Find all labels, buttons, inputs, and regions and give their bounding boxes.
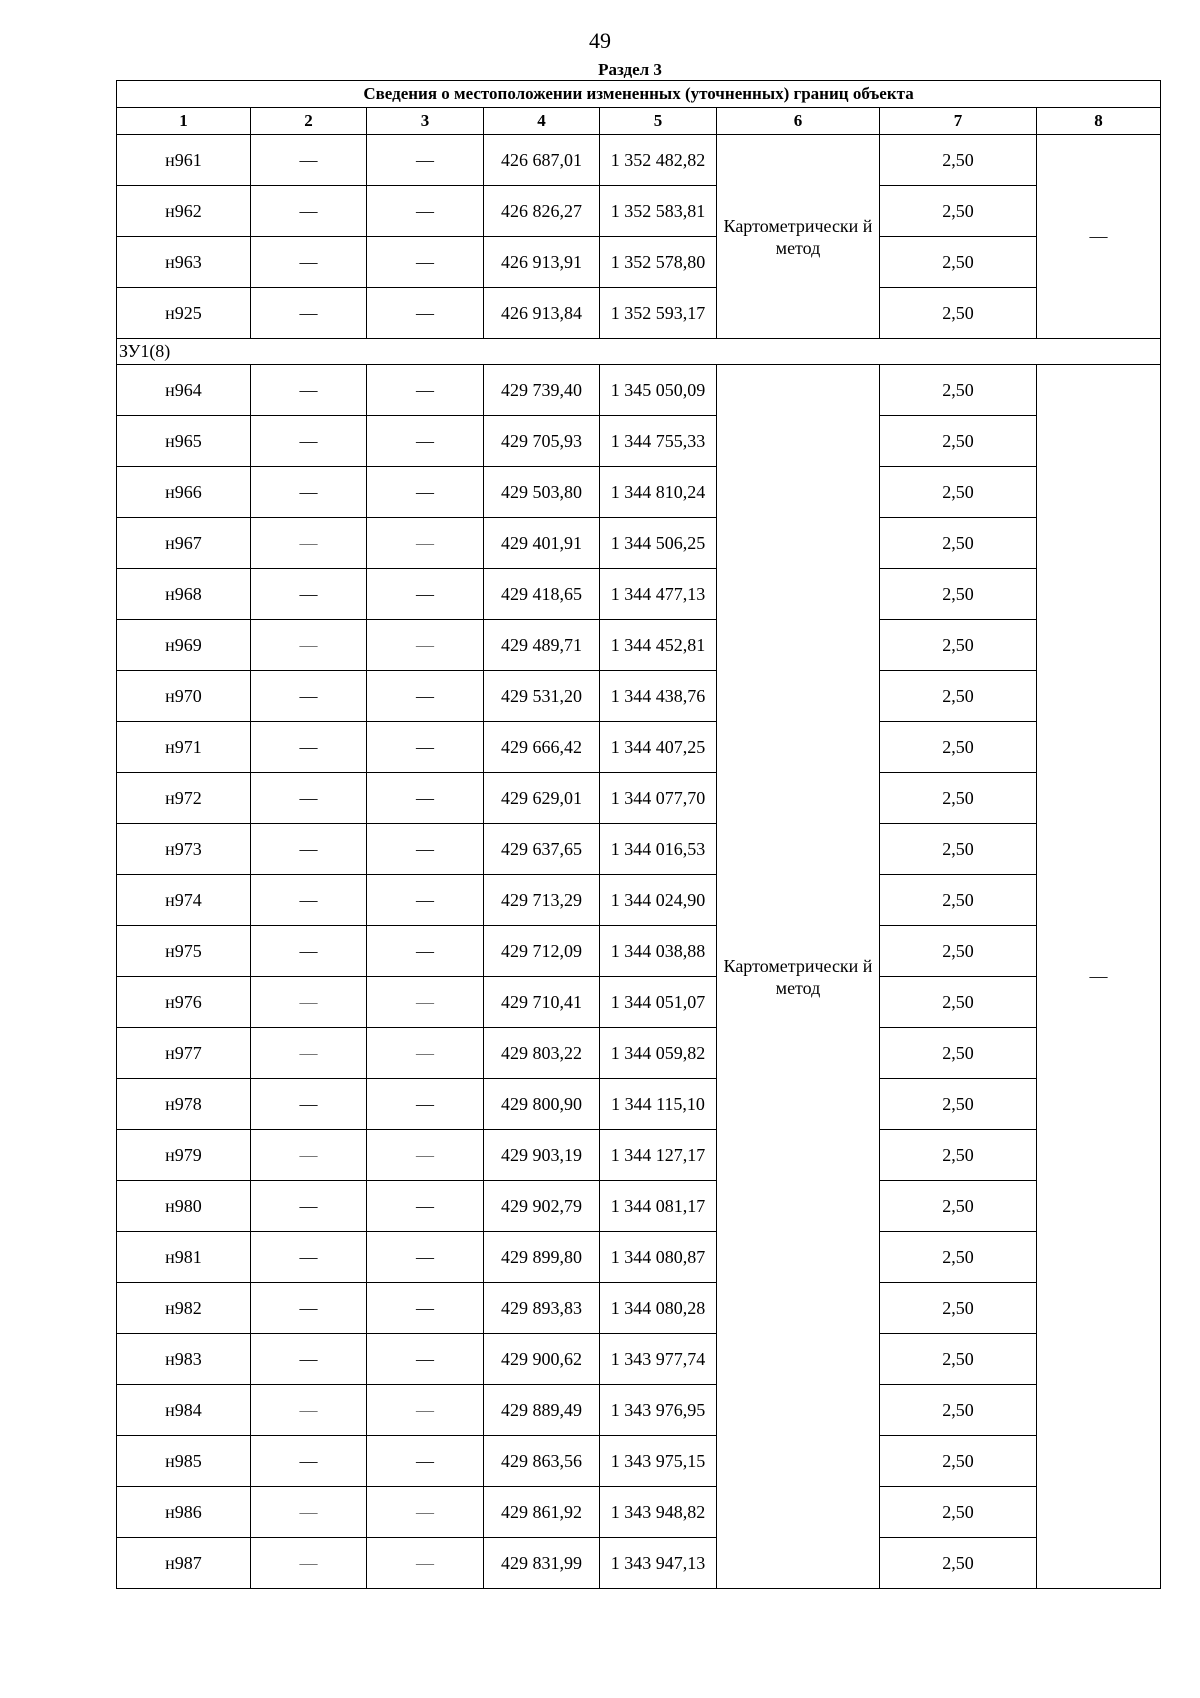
y-coordinate-cell: 1 344 080,87 (600, 1232, 717, 1283)
column-number: 1 (117, 108, 251, 135)
point-id-cell: н977 (117, 1028, 251, 1079)
point-id-cell: н964 (117, 365, 251, 416)
table-caption: Сведения о местоположении измененных (уточненных) границ объекта (117, 81, 1161, 108)
table-row (117, 518, 1161, 569)
table-row (117, 671, 1161, 722)
table-row (117, 1487, 1161, 1538)
y-coordinate-cell: 1 344 038,88 (600, 926, 717, 977)
col3-cell: — (367, 773, 484, 824)
point-id-cell: н963 (117, 237, 251, 288)
col3-cell: — (367, 1385, 484, 1436)
point-id-cell: н974 (117, 875, 251, 926)
column-number: 6 (717, 108, 880, 135)
table-row (117, 1130, 1161, 1181)
table-row (117, 1436, 1161, 1487)
col3-cell: — (367, 1232, 484, 1283)
point-id-cell: н978 (117, 1079, 251, 1130)
x-coordinate-cell: 426 826,27 (484, 186, 600, 237)
x-coordinate-cell: 429 889,49 (484, 1385, 600, 1436)
col2-cell: — (251, 186, 367, 237)
col2-cell: — (251, 1232, 367, 1283)
point-id-cell: н985 (117, 1436, 251, 1487)
col3-cell: — (367, 926, 484, 977)
col3-cell: — (367, 186, 484, 237)
accuracy-cell: 2,50 (880, 365, 1037, 416)
column-number: 8 (1037, 108, 1161, 135)
col2-cell: — (251, 875, 367, 926)
point-id-cell: н984 (117, 1385, 251, 1436)
table-row (117, 926, 1161, 977)
col2-cell: — (251, 1334, 367, 1385)
x-coordinate-cell: 429 629,01 (484, 773, 600, 824)
y-coordinate-cell: 1 343 948,82 (600, 1487, 717, 1538)
col2-cell: — (251, 926, 367, 977)
table-row (117, 824, 1161, 875)
accuracy-cell: 2,50 (880, 926, 1037, 977)
x-coordinate-cell: 429 712,09 (484, 926, 600, 977)
y-coordinate-cell: 1 344 077,70 (600, 773, 717, 824)
x-coordinate-cell: 426 687,01 (484, 135, 600, 186)
col2-cell: — (251, 1028, 367, 1079)
point-id-cell: н981 (117, 1232, 251, 1283)
point-id-cell: н971 (117, 722, 251, 773)
col2-cell: — (251, 569, 367, 620)
table-row (117, 135, 1161, 186)
col3-cell: — (367, 518, 484, 569)
y-coordinate-cell: 1 344 755,33 (600, 416, 717, 467)
col2-cell: — (251, 518, 367, 569)
col3-cell: — (367, 1130, 484, 1181)
col3-cell: — (367, 1283, 484, 1334)
point-id-cell: н987 (117, 1538, 251, 1589)
y-coordinate-cell: 1 344 506,25 (600, 518, 717, 569)
col3-cell: — (367, 416, 484, 467)
x-coordinate-cell: 429 637,65 (484, 824, 600, 875)
col3-cell: — (367, 1028, 484, 1079)
col3-cell: — (367, 1079, 484, 1130)
col2-cell: — (251, 365, 367, 416)
col2-cell: — (251, 237, 367, 288)
col3-cell: — (367, 977, 484, 1028)
accuracy-cell: 2,50 (880, 186, 1037, 237)
col3-cell: — (367, 365, 484, 416)
col2-cell: — (251, 288, 367, 339)
col2-cell: — (251, 1130, 367, 1181)
y-coordinate-cell: 1 343 976,95 (600, 1385, 717, 1436)
col2-cell: — (251, 671, 367, 722)
table-row (117, 1181, 1161, 1232)
col3-cell: — (367, 824, 484, 875)
x-coordinate-cell: 429 713,29 (484, 875, 600, 926)
x-coordinate-cell: 429 710,41 (484, 977, 600, 1028)
col3-cell: — (367, 288, 484, 339)
page-number: 49 (589, 28, 611, 53)
point-id-cell: н980 (117, 1181, 251, 1232)
column-number: 3 (367, 108, 484, 135)
accuracy-cell: 2,50 (880, 288, 1037, 339)
col2-cell: — (251, 467, 367, 518)
y-coordinate-cell: 1 344 452,81 (600, 620, 717, 671)
table-row (117, 773, 1161, 824)
accuracy-cell: 2,50 (880, 1181, 1037, 1232)
y-coordinate-cell: 1 352 593,17 (600, 288, 717, 339)
y-coordinate-cell: 1 344 115,10 (600, 1079, 717, 1130)
point-id-cell: н973 (117, 824, 251, 875)
x-coordinate-cell: 429 489,71 (484, 620, 600, 671)
point-id-cell: н979 (117, 1130, 251, 1181)
x-coordinate-cell: 429 893,83 (484, 1283, 600, 1334)
point-id-cell: н970 (117, 671, 251, 722)
accuracy-cell: 2,50 (880, 1436, 1037, 1487)
boundary-table (116, 80, 1161, 1589)
col2-cell: — (251, 1436, 367, 1487)
accuracy-cell: 2,50 (880, 1028, 1037, 1079)
x-coordinate-cell: 429 418,65 (484, 569, 600, 620)
method-cell: Картометрически й метод (717, 135, 880, 339)
x-coordinate-cell: 429 800,90 (484, 1079, 600, 1130)
y-coordinate-cell: 1 344 081,17 (600, 1181, 717, 1232)
point-id-cell: н961 (117, 135, 251, 186)
x-coordinate-cell: 429 531,20 (484, 671, 600, 722)
col2-cell: — (251, 1487, 367, 1538)
y-coordinate-cell: 1 344 477,13 (600, 569, 717, 620)
table-row (117, 1232, 1161, 1283)
point-id-cell: н972 (117, 773, 251, 824)
accuracy-cell: 2,50 (880, 467, 1037, 518)
point-id-cell: н975 (117, 926, 251, 977)
point-id-cell: н962 (117, 186, 251, 237)
accuracy-cell: 2,50 (880, 722, 1037, 773)
accuracy-cell: 2,50 (880, 977, 1037, 1028)
x-coordinate-cell: 429 803,22 (484, 1028, 600, 1079)
table-row (117, 288, 1161, 339)
x-coordinate-cell: 429 739,40 (484, 365, 600, 416)
table-row (117, 237, 1161, 288)
col2-cell: — (251, 1283, 367, 1334)
col2-cell: — (251, 1385, 367, 1436)
accuracy-cell: 2,50 (880, 773, 1037, 824)
y-coordinate-cell: 1 343 947,13 (600, 1538, 717, 1589)
col3-cell: — (367, 569, 484, 620)
accuracy-cell: 2,50 (880, 1079, 1037, 1130)
table-row (117, 977, 1161, 1028)
method-cell: Картометрически й метод (717, 365, 880, 1589)
x-coordinate-cell: 426 913,91 (484, 237, 600, 288)
table-row (117, 569, 1161, 620)
x-coordinate-cell: 429 503,80 (484, 467, 600, 518)
y-coordinate-cell: 1 343 977,74 (600, 1334, 717, 1385)
col8-cell: — (1037, 365, 1161, 1589)
x-coordinate-cell: 429 401,91 (484, 518, 600, 569)
x-coordinate-cell: 426 913,84 (484, 288, 600, 339)
y-coordinate-cell: 1 344 024,90 (600, 875, 717, 926)
y-coordinate-cell: 1 343 975,15 (600, 1436, 717, 1487)
y-coordinate-cell: 1 344 080,28 (600, 1283, 717, 1334)
col3-cell: — (367, 467, 484, 518)
x-coordinate-cell: 429 861,92 (484, 1487, 600, 1538)
y-coordinate-cell: 1 344 051,07 (600, 977, 717, 1028)
table-row (117, 620, 1161, 671)
point-id-cell: н925 (117, 288, 251, 339)
col3-cell: — (367, 1436, 484, 1487)
y-coordinate-cell: 1 344 059,82 (600, 1028, 717, 1079)
group-label: ЗУ1(8) (117, 339, 1161, 365)
y-coordinate-cell: 1 352 583,81 (600, 186, 717, 237)
y-coordinate-cell: 1 345 050,09 (600, 365, 717, 416)
table-row (117, 467, 1161, 518)
point-id-cell: н968 (117, 569, 251, 620)
x-coordinate-cell: 429 863,56 (484, 1436, 600, 1487)
column-number: 4 (484, 108, 600, 135)
col2-cell: — (251, 824, 367, 875)
y-coordinate-cell: 1 344 127,17 (600, 1130, 717, 1181)
x-coordinate-cell: 429 899,80 (484, 1232, 600, 1283)
col3-cell: — (367, 1181, 484, 1232)
col3-cell: — (367, 875, 484, 926)
x-coordinate-cell: 429 831,99 (484, 1538, 600, 1589)
col2-cell: — (251, 722, 367, 773)
column-number: 5 (600, 108, 717, 135)
col2-cell: — (251, 773, 367, 824)
table-row (117, 1028, 1161, 1079)
accuracy-cell: 2,50 (880, 518, 1037, 569)
col2-cell: — (251, 1079, 367, 1130)
point-id-cell: н965 (117, 416, 251, 467)
x-coordinate-cell: 429 705,93 (484, 416, 600, 467)
accuracy-cell: 2,50 (880, 1487, 1037, 1538)
table-row (117, 875, 1161, 926)
column-number: 7 (880, 108, 1037, 135)
accuracy-cell: 2,50 (880, 875, 1037, 926)
col3-cell: — (367, 237, 484, 288)
col3-cell: — (367, 1487, 484, 1538)
col2-cell: — (251, 620, 367, 671)
point-id-cell: н967 (117, 518, 251, 569)
col2-cell: — (251, 1538, 367, 1589)
accuracy-cell: 2,50 (880, 1130, 1037, 1181)
col3-cell: — (367, 1334, 484, 1385)
y-coordinate-cell: 1 344 438,76 (600, 671, 717, 722)
col2-cell: — (251, 416, 367, 467)
table-row (117, 1334, 1161, 1385)
y-coordinate-cell: 1 352 578,80 (600, 237, 717, 288)
col3-cell: — (367, 722, 484, 773)
accuracy-cell: 2,50 (880, 135, 1037, 186)
accuracy-cell: 2,50 (880, 1334, 1037, 1385)
accuracy-cell: 2,50 (880, 1538, 1037, 1589)
col3-cell: — (367, 620, 484, 671)
table-row (117, 1283, 1161, 1334)
section-title: Раздел 3 (598, 60, 662, 79)
col2-cell: — (251, 135, 367, 186)
accuracy-cell: 2,50 (880, 824, 1037, 875)
accuracy-cell: 2,50 (880, 620, 1037, 671)
x-coordinate-cell: 429 902,79 (484, 1181, 600, 1232)
accuracy-cell: 2,50 (880, 1283, 1037, 1334)
column-number: 2 (251, 108, 367, 135)
accuracy-cell: 2,50 (880, 237, 1037, 288)
y-coordinate-cell: 1 352 482,82 (600, 135, 717, 186)
point-id-cell: н982 (117, 1283, 251, 1334)
accuracy-cell: 2,50 (880, 1232, 1037, 1283)
accuracy-cell: 2,50 (880, 569, 1037, 620)
x-coordinate-cell: 429 900,62 (484, 1334, 600, 1385)
point-id-cell: н969 (117, 620, 251, 671)
table-row (117, 722, 1161, 773)
col2-cell: — (251, 1181, 367, 1232)
col3-cell: — (367, 135, 484, 186)
y-coordinate-cell: 1 344 407,25 (600, 722, 717, 773)
y-coordinate-cell: 1 344 810,24 (600, 467, 717, 518)
table-row (117, 186, 1161, 237)
point-id-cell: н966 (117, 467, 251, 518)
point-id-cell: н976 (117, 977, 251, 1028)
table-row (117, 416, 1161, 467)
col8-cell: — (1037, 135, 1161, 339)
col2-cell: — (251, 977, 367, 1028)
x-coordinate-cell: 429 666,42 (484, 722, 600, 773)
accuracy-cell: 2,50 (880, 671, 1037, 722)
y-coordinate-cell: 1 344 016,53 (600, 824, 717, 875)
col3-cell: — (367, 671, 484, 722)
table-row (117, 1385, 1161, 1436)
col3-cell: — (367, 1538, 484, 1589)
accuracy-cell: 2,50 (880, 1385, 1037, 1436)
group-row (117, 339, 1161, 365)
x-coordinate-cell: 429 903,19 (484, 1130, 600, 1181)
accuracy-cell: 2,50 (880, 416, 1037, 467)
table-row (117, 1079, 1161, 1130)
point-id-cell: н983 (117, 1334, 251, 1385)
point-id-cell: н986 (117, 1487, 251, 1538)
table-row (117, 1538, 1161, 1589)
table-row (117, 365, 1161, 416)
